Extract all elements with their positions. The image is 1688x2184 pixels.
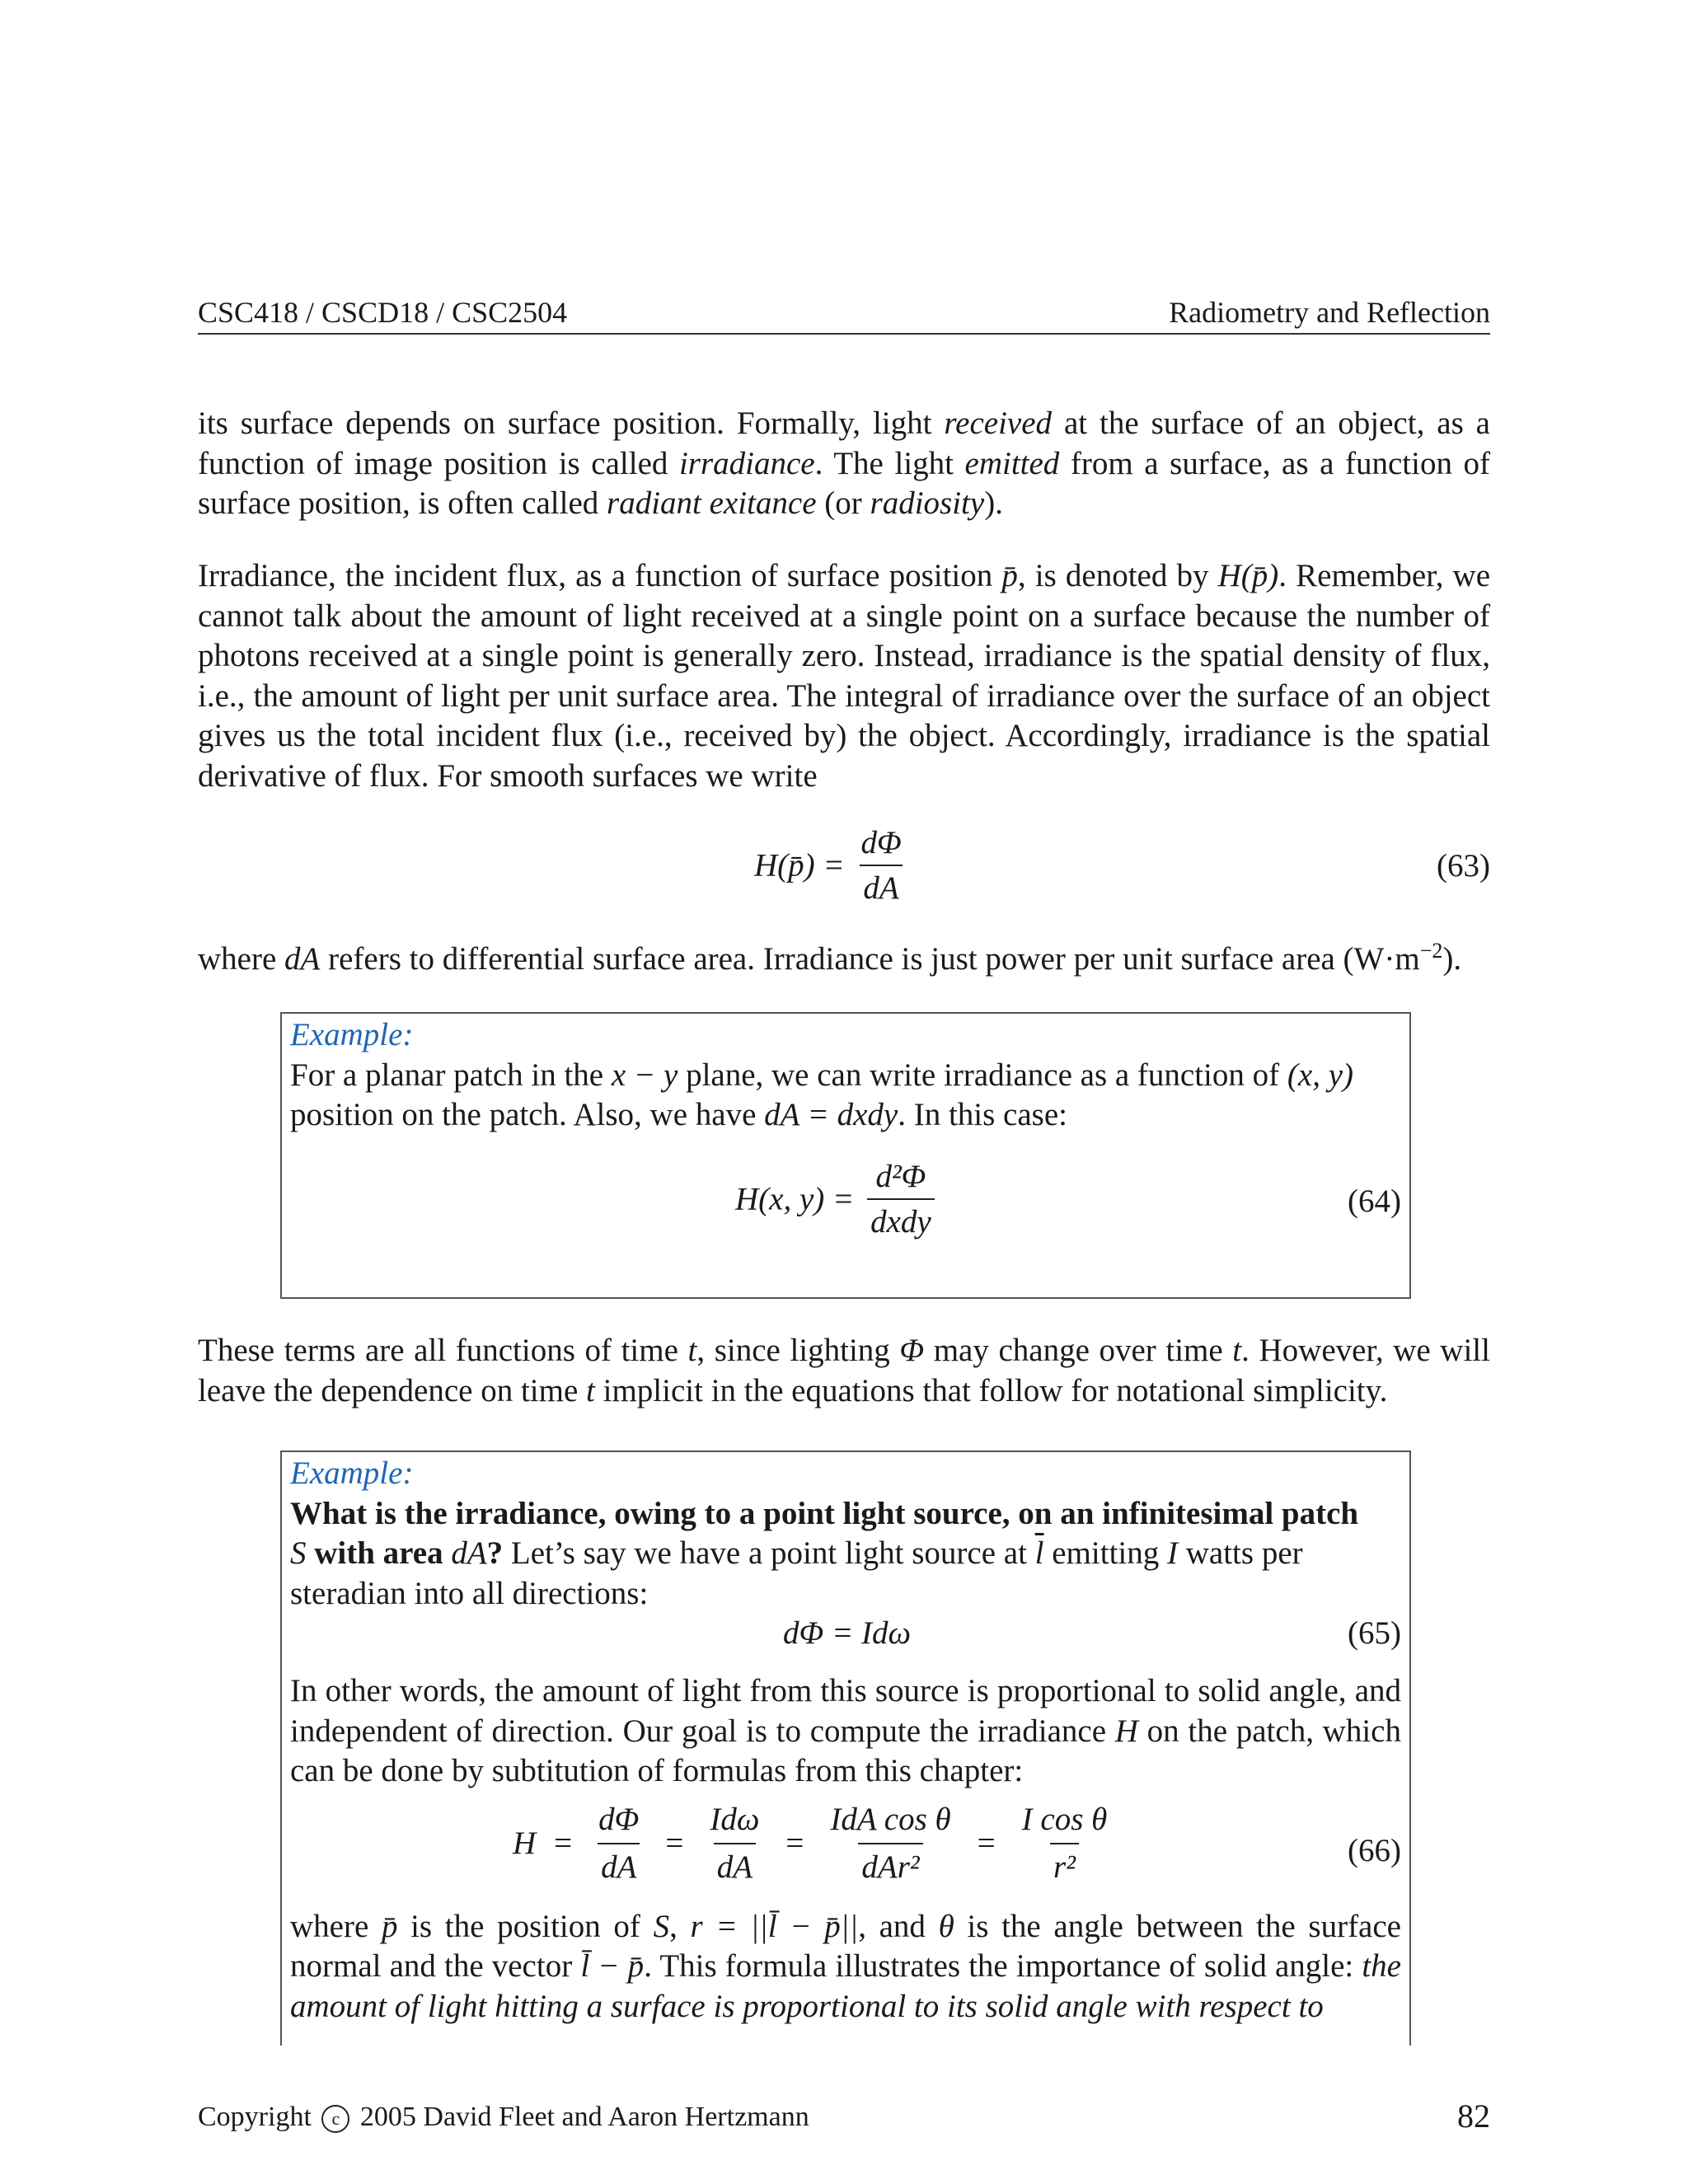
equation-63: H(p̄) = $\frac{d\Phi}{dA}$ (63)	[754, 825, 1490, 906]
chapter-title: Radiometry and Reflection	[1169, 296, 1490, 329]
running-header	[198, 292, 1490, 335]
equation-number: (65)	[1348, 1615, 1401, 1651]
equation-number: (63)	[1437, 848, 1490, 883]
equation-number: (64)	[1348, 1183, 1401, 1219]
example-box-1	[280, 1012, 1411, 1299]
example-label: Example:	[290, 1455, 414, 1491]
example-1-text: For a planar patch in the x − y plane, we can write irradiance as a function of (x, y) position on the patch. Also, we have dA = dxdy. In this case:	[290, 1057, 1353, 1132]
equation-64: H(x, y) = $\frac{\text{d²Φ}}{\text{dxdy}}$ (64)	[735, 1159, 1401, 1240]
copyright-notice: Copyright c 2005 David Fleet and Aaron Hertzmann	[198, 2102, 809, 2132]
course-code: CSC418 / CSCD18 / CSC2504	[198, 296, 568, 329]
paragraph-2: Irradiance, the incident flux, as a function of surface position p̄, is denoted by H(p̄). Remember, we cannot talk about the amount of light received at a single point on a surface because the number of photons received at a single point is generally zero. Instead, irradiance is the spatial density of flux, i.e., the amount of light per unit surface area. The integral of irradiance over the surface of an object gives us the total incident flux (i.e., received by) the object. Accordingly, irradiance is the spatial derivative of flux. For smooth surfaces we write	[198, 558, 1491, 794]
example-2-paragraph: In other words, the amount of light from this source is proportional to solid angle, and independent of direction. Our goal is to compute the irradiance H on the patch, which can be done by subtitution of formulas from this chapter:	[290, 1673, 1401, 1788]
equation-66: H = $\frac{d\Phi}{dA}$ = $\frac{\text{Idω}}{dA}$ = $\frac{\text{IdA cos θ}}{\text{dAr²}}$ = $\frac{\text{I cos θ}}{\text{r²}}$ (66)	[290, 1800, 1401, 1907]
example-2-conclusion: where p̄ is the position of S, r = ||l̄ − p̄||, and θ is the angle between the surface normal and the vector l̄ − p̄. This formula illustrates the importance of solid angle: the amount of light hitting a surface is proportional to its solid angle with respect to	[290, 1908, 1401, 2024]
page-footer	[198, 2097, 1490, 2138]
example-2-question: What is the irradiance, owing to a point light source, on an infinitesimal patch S with area dA? Let’s say we have a point light source at $\overline{l}$ emitting I watts per steradian into all directions:	[290, 1495, 1359, 1611]
equation-number: (66)	[1348, 1832, 1401, 1868]
paragraph-4: These terms are all functions of time t, since lighting Φ may change over time t. However, we will leave the dependence on time t implicit in the equations that follow for notational simplicity.	[198, 1333, 1490, 1408]
example-box-2	[280, 1451, 1411, 2046]
paragraph-3: where dA refers to differential surface area. Irradiance is just power per unit surface area $(W\cdot m^{-2})$.	[198, 939, 1462, 977]
equation-65: dΦ = Idω (65)	[290, 1614, 1401, 1655]
example-label: Example:	[290, 1017, 414, 1052]
copyright-icon: c	[321, 2105, 349, 2133]
page-number: 82	[1457, 2097, 1490, 2135]
paragraph-1: its surface depends on surface position. Formally, light received at the surface of an object, as a function of image position is called irradiance. The light emitted from a surface, as a function of surface position, is often called radiant exitance (or radiosity).	[198, 405, 1490, 521]
